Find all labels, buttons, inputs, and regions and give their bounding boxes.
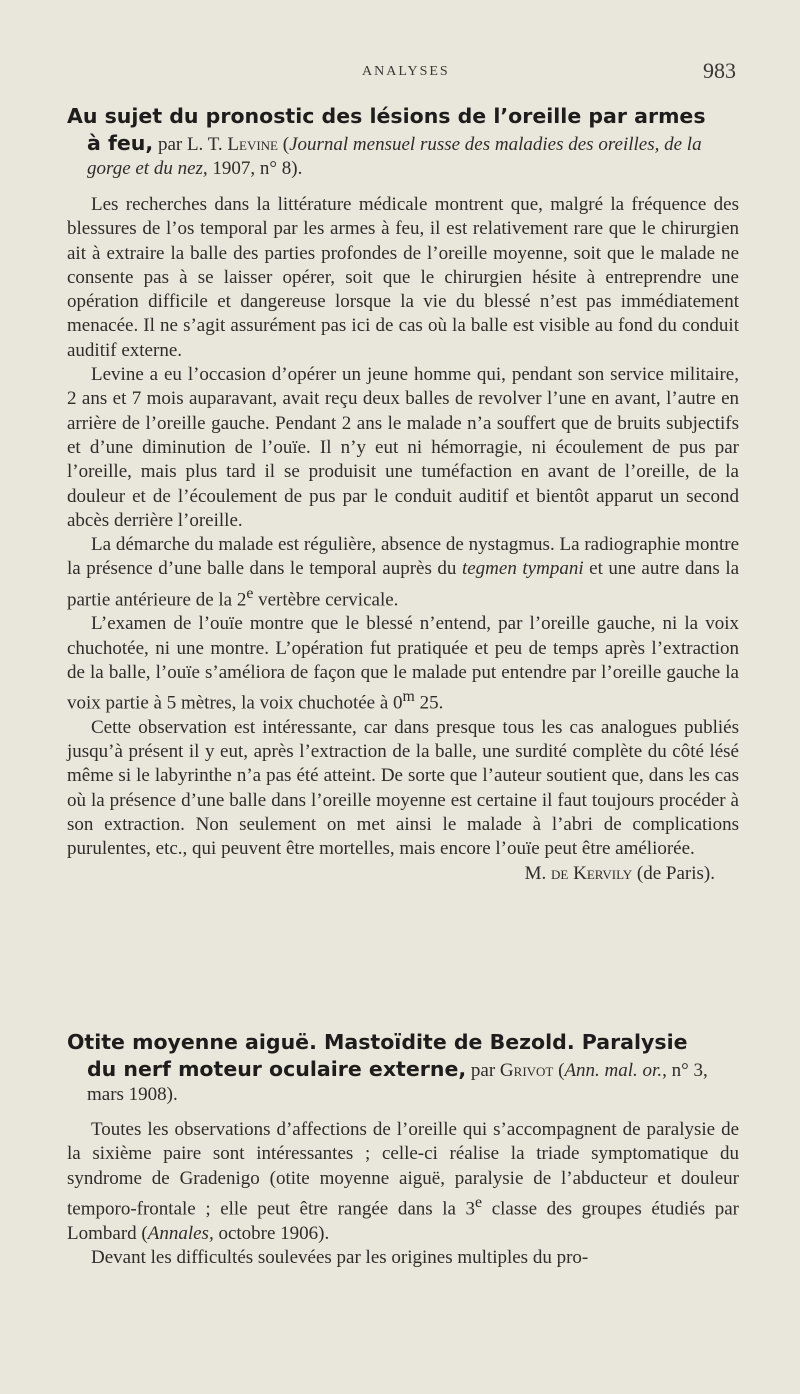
latin-term: tegmen tympani xyxy=(461,558,584,580)
article1-body xyxy=(67,193,739,886)
article2-author-prefix: par xyxy=(470,1059,496,1081)
article1-citation-rest: 1907, n° 8). xyxy=(212,158,303,179)
article1-author-prefix: par L. T. xyxy=(157,133,223,155)
article2-paragraph-1: Toutes les observations d’affections de l’oreille qui s’accompagnent de paralysie de la sixième paire sont intéressantes ; celle-ci réalise la triade symptomatique du syndrome de Gradenigo (otite moyenne aiguë, paralysie de l’abducteur et douleur temporo-frontale ; elle peut être rangée dans la 3e classe des groupes étudiés par Lombard (Annales, octobre 1906). xyxy=(67,1119,739,1244)
article2-title-line2: du nerf moteur oculaire externe, xyxy=(87,1056,467,1081)
article1-signature: M. de Kervily (de Paris). xyxy=(524,862,715,884)
article2-citation-journal: Ann. mal. or., xyxy=(564,1059,667,1081)
article1-citation-open: ( xyxy=(282,133,290,155)
article2-body xyxy=(67,1118,739,1270)
article1-author-name: Levine xyxy=(227,133,278,155)
page-number: 983 xyxy=(703,58,736,83)
article2-paragraph-2: Devant les difficultés soulevées par les origines multiples du pro- xyxy=(91,1246,589,1268)
article1-paragraph-5: Cette observation est intéressante, car dans presque tous les cas analogues publiés jusqu’à présent il y eut, après l’extraction de la balle, une surdité complète du côté lésé même si le labyrinthe n’a pas été atteint. De sorte que l’auteur soutient que, dans les cas où la présence d’une balle dans l’oreille moyenne est certaine il faut toujours procéder à son extraction. Non seulement on met ainsi le malade à l’abri de complications purulentes, etc., qui peuvent être mortelles, mais encore l’ouïe peut être améliorée. xyxy=(67,716,739,860)
article1-paragraph-1: Les recherches dans la littérature médicale montrent que, malgré la fréquence des blessures de l’os temporal par les armes à feu, il est relativement rare que le chirurgien ait à extraire la balle des parties profondes de l’oreille moyenne, soit que le malade ne consente pas à se laisser opérer, soit que le chirurgien hésite à entreprendre une opération difficile et dangereuse lorsque la vie du blessé n’est pas immédiatement menacée. Il ne s’agit assurément pas ici de cas où la balle est visible au fond du conduit auditif externe. xyxy=(67,194,739,361)
running-head: ANALYSES xyxy=(362,64,450,79)
article1-paragraph-4: L’examen de l’ouïe montre que le blessé n’entend, par l’oreille gauche, ni la voix chuchotée, ni une montre. L’opération fut pratiquée et peu de temps après l’extraction de la balle, l’ouïe s’améliora de façon que le malade put entendre par l’oreille gauche la voix partie à 5 mètres, la voix chuchotée à 0$^m$ 25. xyxy=(67,613,739,714)
article1-paragraph-3: La démarche du malade est régulière, absence de nystagmus. La radiographie montre la présence d’une balle dans le temporal auprès du tegmen tympani et une autre dans la partie antérieure de la 2e vertèbre cervicale. xyxy=(67,534,740,611)
article2-title-line1: Otite moyenne aiguë. Mastoïdite de Bezold. Paralysie xyxy=(67,1030,688,1054)
article1-title-line2: à feu, xyxy=(87,130,154,155)
article2-author-name: Grivot xyxy=(499,1059,554,1081)
article1-heading xyxy=(67,104,747,182)
article1-title-line1: Au sujet du pronostic des lésions de l’oreille par armes xyxy=(67,104,706,128)
article2-heading: Otite moyenne aiguë. Mastoïdite de Bezold. Paralysie du nerf moteur oculaire externe, par Grivot (Ann. mal. or., n° 3, mars 1908). xyxy=(67,1030,708,1105)
article1-citation-journal: Journal mensuel russe des maladies des oreilles, de la gorge et du nez, xyxy=(87,133,702,179)
article1-paragraph-2: Levine a eu l’occasion d’opérer un jeune homme qui, pendant son service militaire, 2 ans et 7 mois auparavant, avait reçu deux balles de revolver l’une en avant, l’autre en arrière de l’oreille gauche. Pendant 2 ans le malade n’a souffert que de bruits subjectifs et d’une diminution de l’ouïe. Il n’y eut ni hémorragie, ni écoulement de pus par l’oreille, mais plus tard il se produisit une tuméfaction en avant de l’oreille, de la douleur et de l’écoulement de pus par le conduit auditif et bientôt apparut un second abcès derrière l’oreille. xyxy=(67,364,739,531)
